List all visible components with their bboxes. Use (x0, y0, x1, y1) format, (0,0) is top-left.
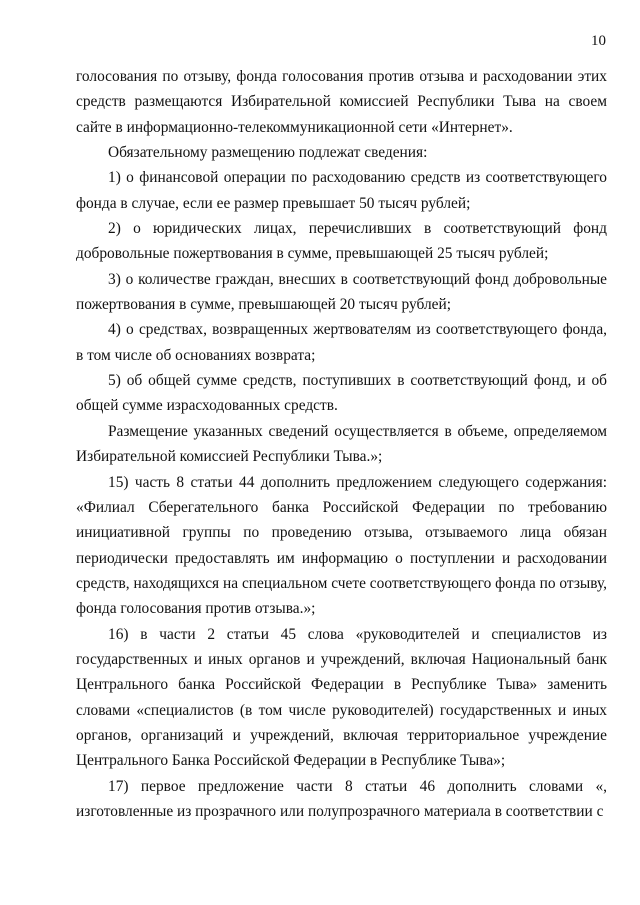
paragraph-item-1: 1) о финансовой операции по расходованию средств из соответствующего фонда в случае, если ее размер превышает 50 тысяч рублей; (76, 169, 607, 212)
page-number: 10 (591, 33, 606, 49)
document-body (76, 64, 607, 824)
paragraph-amendment-15: 15) часть 8 статьи 44 дополнить предложением следующего содержания: «Филиал Сберегательного банка Российской Федерации по требованию инициативной группы по проведению отзыва, отзываемого лица обязан периодически предоставлять им информацию о поступлении и расходовании средств, находящихся на специальном счете соответствующего фонда по отзыву, фонда голосования против отзыва.»; (76, 473, 607, 618)
paragraph-required-info-intro: Обязательному размещению подлежат сведения: (108, 144, 428, 162)
paragraph-item-4: 4) о средствах, возвращенных жертвователям из соответствующего фонда, в том числе об основаниях возврата; (76, 321, 607, 364)
paragraph-item-5: 5) об общей сумме средств, поступивших в соответствующий фонд, и об общей сумме израсходованных средств. (76, 372, 607, 415)
paragraph-amendment-17: 17) первое предложение части 8 статьи 46 дополнить словами «, изготовленные из прозрачного или полупрозрачного материала в соответствии с (76, 777, 607, 820)
paragraph-amendment-16: 16) в части 2 статьи 45 слова «руководителей и специалистов из государственных и иных органов и учреждений, включая Национальный банк Центрального банка Российской Федерации в Республике Тыва» заменить словами «специалистов (в том числе руководителей) государственных и иных органов, организаций и учреждений, включая территориальное учреждение Центрального Банка Российской Федерации в Республике Тыва»; (76, 625, 607, 770)
paragraph-item-3: 3) о количестве граждан, внесших в соответствующий фонд добровольные пожертвования в сумме, превышающей 20 тысяч рублей; (76, 270, 607, 314)
paragraph-continuation: голосования по отзыву, фонда голосования против отзыва и расходовании этих средств размещаются Избирательной комиссией Республики Тыва на своем сайте в информационно-телекоммуникационной сети «Интернет». (76, 68, 607, 136)
paragraph-item-2: 2) о юридических лицах, перечисливших в соответствующий фонд добровольные пожертвования в сумме, превышающей 25 тысяч рублей; (76, 220, 607, 263)
paragraph-placement-scope: Размещение указанных сведений осуществляется в объеме, определяемом Избирательной комиссией Республики Тыва.»; (76, 422, 607, 466)
